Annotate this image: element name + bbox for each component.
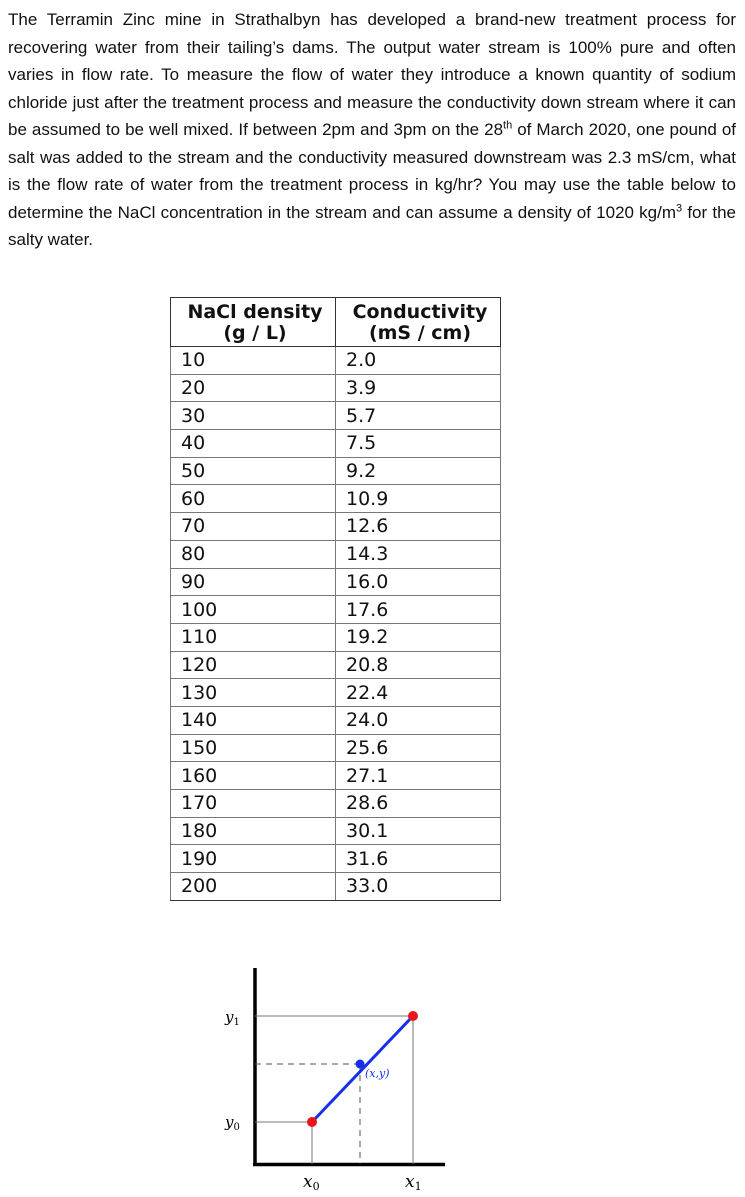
table-row	[171, 374, 501, 402]
nacl-density-cell: 20	[171, 374, 336, 402]
nacl-density-cell: 170	[171, 790, 336, 818]
table-row	[171, 430, 501, 458]
table-row	[171, 651, 501, 679]
nacl-density-cell: 30	[171, 402, 336, 430]
nacl-density-cell: 150	[171, 734, 336, 762]
nacl-density-cell: 100	[171, 596, 336, 624]
interpolation-line	[312, 1016, 413, 1122]
ordinal-superscript: th	[503, 119, 513, 132]
x1-label: x1	[405, 1172, 422, 1190]
conductivity-cell: 33.0	[336, 873, 501, 901]
point-x1-y1	[408, 1011, 418, 1021]
table-row	[171, 457, 501, 485]
problem-text	[8, 6, 736, 254]
nacl-density-cell: 50	[171, 457, 336, 485]
nacl-density-cell: 60	[171, 485, 336, 513]
conductivity-cell: 28.6	[336, 790, 501, 818]
table-row	[171, 734, 501, 762]
conductivity-cell: 30.1	[336, 817, 501, 845]
y1-label: $y_1$	[225, 1008, 240, 1028]
nacl-density-cell: 190	[171, 845, 336, 873]
nacl-density-cell: 40	[171, 430, 336, 458]
header-nacl-density: NaCl density (g / L)	[171, 298, 336, 347]
table-row	[171, 623, 501, 651]
point-x0-y0	[307, 1117, 317, 1127]
x0-label: x0	[303, 1172, 320, 1190]
conductivity-cell: 12.6	[336, 513, 501, 541]
table-row	[171, 845, 501, 873]
nacl-density-cell: 160	[171, 762, 336, 790]
y0-label: $y_0$	[225, 1113, 240, 1133]
table-row	[171, 873, 501, 901]
conductivity-cell: 25.6	[336, 734, 501, 762]
cubed-superscript: 3	[676, 201, 683, 214]
conductivity-cell: 5.7	[336, 402, 501, 430]
nacl-density-cell: 70	[171, 513, 336, 541]
table-row	[171, 485, 501, 513]
conductivity-cell: 31.6	[336, 845, 501, 873]
conductivity-cell: 19.2	[336, 623, 501, 651]
table-row	[171, 706, 501, 734]
point-x-y	[356, 1060, 365, 1069]
table-row	[171, 790, 501, 818]
nacl-density-cell: 90	[171, 568, 336, 596]
table-row	[171, 679, 501, 707]
nacl-conductivity-table	[170, 297, 501, 901]
table-body	[171, 347, 501, 901]
nacl-density-cell: 10	[171, 347, 336, 375]
conductivity-cell: 3.9	[336, 374, 501, 402]
conductivity-cell: 16.0	[336, 568, 501, 596]
nacl-density-cell: 80	[171, 540, 336, 568]
table-row	[171, 762, 501, 790]
table-row	[171, 568, 501, 596]
nacl-density-cell: 200	[171, 873, 336, 901]
nacl-density-cell: 180	[171, 817, 336, 845]
table-row	[171, 402, 501, 430]
table-row	[171, 347, 501, 375]
nacl-density-cell: 110	[171, 623, 336, 651]
table-header-row	[171, 298, 501, 347]
problem-text-part1: The Terramin Zinc mine in Strathalbyn has developed a brand-new treatment process for recovering water from their tailing’s dams. The output water stream is 100% pure and often varies in flow rate. To measure the flow of water they introduce a known quantity of sodium chloride just after the treatment process and measure the conductivity down stream where it can be assumed to be well mixed. If between 2pm and 3pm on the 28	[8, 10, 736, 139]
table-row	[171, 540, 501, 568]
conductivity-cell: 20.8	[336, 651, 501, 679]
conductivity-cell: 7.5	[336, 430, 501, 458]
conductivity-cell: 17.6	[336, 596, 501, 624]
nacl-density-cell: 130	[171, 679, 336, 707]
problem-text-part3: for the salty water.	[8, 202, 736, 249]
conductivity-cell: 9.2	[336, 457, 501, 485]
conductivity-cell: 14.3	[336, 540, 501, 568]
conductivity-cell: 22.4	[336, 679, 501, 707]
table-row	[171, 513, 501, 541]
nacl-density-cell: 120	[171, 651, 336, 679]
conductivity-cell: 24.0	[336, 706, 501, 734]
linear-interpolation-diagram	[195, 960, 455, 1190]
nacl-density-cell: 140	[171, 706, 336, 734]
point-xy-label: (x,y)	[365, 1067, 390, 1080]
header-conductivity: Conductivity (mS / cm)	[336, 298, 501, 347]
conductivity-cell: 2.0	[336, 347, 501, 375]
conductivity-cell: 10.9	[336, 485, 501, 513]
table-row	[171, 817, 501, 845]
conductivity-cell: 27.1	[336, 762, 501, 790]
table-row	[171, 596, 501, 624]
problem-text-part2: of March 2020, one pound of salt was added to the stream and the conductivity measured downstream was 2.3 mS/cm, what is the flow rate of water from the treatment process in kg/hr? You may use the table below to determine the NaCl concentration in the stream and can assume a density of 1020 kg/m	[8, 120, 736, 222]
